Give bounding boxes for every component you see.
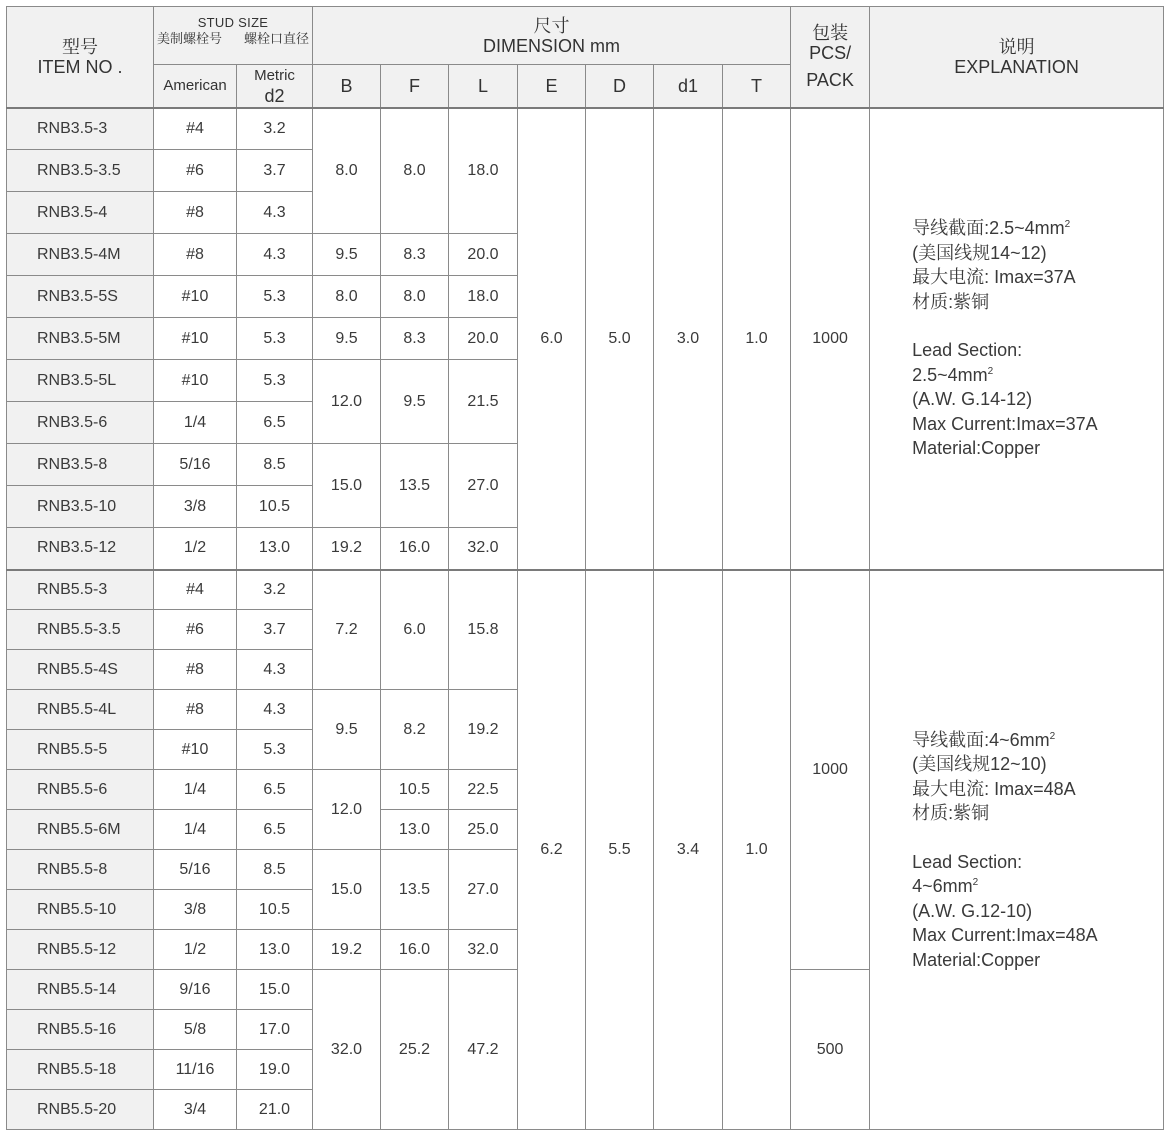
e-cell: 6.0 xyxy=(518,108,586,570)
item-no-cell: RNB5.5-18 xyxy=(7,1050,154,1090)
metric-cell: 13.0 xyxy=(237,930,313,970)
l-cell: 47.2 xyxy=(449,970,518,1130)
b-cell: 9.5 xyxy=(313,318,381,360)
b-cell: 9.5 xyxy=(313,690,381,770)
metric-cell: 3.2 xyxy=(237,570,313,610)
b-cell: 19.2 xyxy=(313,528,381,570)
metric-cell: 6.5 xyxy=(237,402,313,444)
american-cell: #8 xyxy=(154,234,237,276)
explanation-line: 最大电流: Imax=37A xyxy=(912,267,1076,288)
metric-cell: 3.7 xyxy=(237,150,313,192)
col-b-header: B xyxy=(313,65,381,108)
l-cell: 15.8 xyxy=(449,570,518,690)
metric-cell: 5.3 xyxy=(237,360,313,402)
item-header-en: ITEM NO . xyxy=(37,56,123,77)
american-cell: 5/16 xyxy=(154,850,237,890)
b-cell: 12.0 xyxy=(313,360,381,444)
american-cell: #10 xyxy=(154,318,237,360)
metric-cell: 6.5 xyxy=(237,810,313,850)
b-cell: 19.2 xyxy=(313,930,381,970)
table-row xyxy=(7,570,1164,610)
metric-cell: 10.5 xyxy=(237,486,313,528)
explanation-line: (美国线规12~10) xyxy=(912,754,1047,774)
item-no-cell: RNB5.5-14 xyxy=(7,970,154,1010)
explanation-line: Material:Copper xyxy=(912,438,1041,459)
american-cell: 1/2 xyxy=(154,528,237,570)
l-cell: 20.0 xyxy=(449,234,518,276)
e-cell: 6.2 xyxy=(518,570,586,1130)
item-no-cell: RNB5.5-4L xyxy=(7,690,154,730)
explanation-line: 导线截面$:2.5\sim 4mm^2$ xyxy=(912,218,1071,239)
item-header-cn: 型号 xyxy=(62,36,98,57)
american-cell: #10 xyxy=(154,360,237,402)
metric-cell: 17.0 xyxy=(237,1010,313,1050)
b-cell: 8.0 xyxy=(313,276,381,318)
explanation-line: $2.5\sim 4mm^2$ xyxy=(912,364,994,385)
explanation-line: Max Current:Imax=48A xyxy=(912,925,1098,945)
metric-cell: 5.3 xyxy=(237,318,313,360)
stud-metric-cn: 螺栓口直径 xyxy=(243,31,309,46)
american-cell: #8 xyxy=(154,690,237,730)
metric-cell: 5.3 xyxy=(237,276,313,318)
col-d1-header: d1 xyxy=(654,65,723,108)
pack-cell: 1000 xyxy=(791,108,870,570)
stud-american-cn: 美制螺栓号 xyxy=(157,31,223,46)
american-cell: #10 xyxy=(154,730,237,770)
f-cell: 13.5 xyxy=(381,850,449,930)
item-no-header xyxy=(7,7,154,108)
b-cell: 15.0 xyxy=(313,444,381,528)
b-cell: 7.2 xyxy=(313,570,381,690)
l-cell: 27.0 xyxy=(449,444,518,528)
d-cell: 5.5 xyxy=(586,570,654,1130)
metric-cell: 6.5 xyxy=(237,770,313,810)
item-no-cell: RNB5.5-16 xyxy=(7,1010,154,1050)
header-row-1 xyxy=(7,7,1164,65)
pack-header xyxy=(791,7,870,108)
american-cell: 1/2 xyxy=(154,930,237,970)
item-no-cell: RNB5.5-12 xyxy=(7,930,154,970)
american-cell: #10 xyxy=(154,276,237,318)
metric-cell: 3.2 xyxy=(237,108,313,150)
metric-header-d2: d2 xyxy=(264,85,285,106)
american-cell: 9/16 xyxy=(154,970,237,1010)
f-cell: 8.0 xyxy=(381,108,449,234)
american-cell: #4 xyxy=(154,108,237,150)
l-cell: 19.2 xyxy=(449,690,518,770)
item-no-cell: RNB5.5-4S xyxy=(7,650,154,690)
table-row xyxy=(7,108,1164,150)
explanation-line: (A.W. G.14-12) xyxy=(912,389,1033,410)
explanation-line: Max Current:Imax=37A xyxy=(912,413,1098,434)
l-cell: 22.5 xyxy=(449,770,518,810)
explanation-line: Lead Section: xyxy=(912,340,1023,361)
explanation-line: 材质:紫铜 xyxy=(912,803,990,823)
dimension-cn: 尺寸 xyxy=(533,15,570,36)
f-cell: 13.5 xyxy=(381,444,449,528)
metric-header xyxy=(237,65,313,108)
metric-header-label: Metric xyxy=(254,66,295,84)
american-cell: #4 xyxy=(154,570,237,610)
pack-cell: 500 xyxy=(791,970,870,1130)
f-cell: 16.0 xyxy=(381,528,449,570)
l-cell: 20.0 xyxy=(449,318,518,360)
b-cell: 12.0 xyxy=(313,770,381,850)
item-no-cell: RNB3.5-4M xyxy=(7,234,154,276)
d1-cell: 3.4 xyxy=(654,570,723,1130)
american-cell: #8 xyxy=(154,650,237,690)
metric-cell: 4.3 xyxy=(237,192,313,234)
explanation-line: 最大电流: Imax=48A xyxy=(912,778,1076,799)
f-cell: 8.3 xyxy=(381,234,449,276)
american-cell: 5/8 xyxy=(154,1010,237,1050)
b-cell: 32.0 xyxy=(313,970,381,1130)
col-l-header: L xyxy=(449,65,518,108)
terminal-spec-table xyxy=(6,6,1164,1130)
explanation-line: Material:Copper xyxy=(912,949,1041,970)
metric-cell: 4.3 xyxy=(237,234,313,276)
explanation-line: 导线截面$:4\sim 6mm^2$ xyxy=(912,729,1056,750)
f-cell: 9.5 xyxy=(381,360,449,444)
pack-en-1: PCS/ xyxy=(809,43,852,64)
metric-cell: 19.0 xyxy=(237,1050,313,1090)
explanation-cn: 说明 xyxy=(998,37,1035,57)
pack-cell: 1000 xyxy=(791,570,870,970)
d-cell: 5.0 xyxy=(586,108,654,570)
american-cell: 3/8 xyxy=(154,486,237,528)
table-header xyxy=(7,7,1164,108)
item-no-cell: RNB3.5-4 xyxy=(7,192,154,234)
f-cell: 16.0 xyxy=(381,930,449,970)
col-e-header: E xyxy=(518,65,586,108)
explanation-line: 材质:紫铜 xyxy=(912,291,990,312)
metric-cell: 3.7 xyxy=(237,610,313,650)
explanation-header xyxy=(870,7,1164,108)
item-no-cell: RNB3.5-8 xyxy=(7,444,154,486)
explanation-en: EXPLANATION xyxy=(954,57,1079,77)
american-cell: #6 xyxy=(154,610,237,650)
l-cell: 32.0 xyxy=(449,930,518,970)
l-cell: 25.0 xyxy=(449,810,518,850)
l-cell: 27.0 xyxy=(449,850,518,930)
item-no-cell: RNB5.5-6 xyxy=(7,770,154,810)
item-no-cell: RNB3.5-10 xyxy=(7,486,154,528)
american-cell: 3/4 xyxy=(154,1090,237,1130)
metric-cell: 15.0 xyxy=(237,970,313,1010)
american-cell: 1/4 xyxy=(154,770,237,810)
f-cell: 8.3 xyxy=(381,318,449,360)
explanation-line: (A.W. G.12-10) xyxy=(912,900,1033,921)
metric-cell: 8.5 xyxy=(237,444,313,486)
explanation-cell xyxy=(870,570,1164,1130)
metric-cell: 13.0 xyxy=(237,528,313,570)
dimension-en: DIMENSION mm xyxy=(483,35,621,56)
col-t-header: T xyxy=(723,65,791,108)
item-no-cell: RNB5.5-10 xyxy=(7,890,154,930)
explanation-line: $4\sim 6mm^2$ xyxy=(912,876,979,896)
col-f-header: F xyxy=(381,65,449,108)
l-cell: 32.0 xyxy=(449,528,518,570)
table-body xyxy=(7,108,1164,1130)
pack-en-2: PACK xyxy=(806,70,854,91)
l-cell: 21.5 xyxy=(449,360,518,444)
american-cell: 3/8 xyxy=(154,890,237,930)
metric-cell: 21.0 xyxy=(237,1090,313,1130)
metric-cell: 5.3 xyxy=(237,730,313,770)
item-no-cell: RNB3.5-3.5 xyxy=(7,150,154,192)
t-cell: 1.0 xyxy=(723,108,791,570)
stud-size-header xyxy=(154,7,313,65)
item-no-cell: RNB5.5-8 xyxy=(7,850,154,890)
l-cell: 18.0 xyxy=(449,108,518,234)
stud-size-en: STUD SIZE xyxy=(197,15,269,30)
item-no-cell: RNB3.5-12 xyxy=(7,528,154,570)
american-header: American xyxy=(154,65,237,108)
dimension-header xyxy=(313,7,791,65)
item-no-cell: RNB5.5-6M xyxy=(7,810,154,850)
metric-cell: 10.5 xyxy=(237,890,313,930)
d1-cell: 3.0 xyxy=(654,108,723,570)
item-no-cell: RNB5.5-3 xyxy=(7,570,154,610)
explanation-line: Lead Section: xyxy=(912,851,1023,872)
b-cell: 9.5 xyxy=(313,234,381,276)
f-cell: 13.0 xyxy=(381,810,449,850)
item-no-cell: RNB3.5-5M xyxy=(7,318,154,360)
f-cell: 8.0 xyxy=(381,276,449,318)
explanation-line: (美国线规14~12) xyxy=(912,242,1047,263)
pack-cn: 包装 xyxy=(812,23,849,44)
spec-sheet xyxy=(6,6,1163,1130)
american-cell: 5/16 xyxy=(154,444,237,486)
american-cell: #8 xyxy=(154,192,237,234)
item-no-cell: RNB5.5-5 xyxy=(7,730,154,770)
american-cell: 11/16 xyxy=(154,1050,237,1090)
f-cell: 25.2 xyxy=(381,970,449,1130)
f-cell: 10.5 xyxy=(381,770,449,810)
item-no-cell: RNB3.5-5L xyxy=(7,360,154,402)
item-no-cell: RNB3.5-3 xyxy=(7,108,154,150)
american-cell: #6 xyxy=(154,150,237,192)
american-cell: 1/4 xyxy=(154,810,237,850)
l-cell: 18.0 xyxy=(449,276,518,318)
f-cell: 6.0 xyxy=(381,570,449,690)
item-no-cell: RNB5.5-20 xyxy=(7,1090,154,1130)
item-no-cell: RNB3.5-5S xyxy=(7,276,154,318)
explanation-cell xyxy=(870,108,1164,570)
b-cell: 8.0 xyxy=(313,108,381,234)
col-d-header: D xyxy=(586,65,654,108)
american-cell: 1/4 xyxy=(154,402,237,444)
metric-cell: 4.3 xyxy=(237,650,313,690)
metric-cell: 4.3 xyxy=(237,690,313,730)
item-no-cell: RNB5.5-3.5 xyxy=(7,610,154,650)
t-cell: 1.0 xyxy=(723,570,791,1130)
item-no-cell: RNB3.5-6 xyxy=(7,402,154,444)
b-cell: 15.0 xyxy=(313,850,381,930)
f-cell: 8.2 xyxy=(381,690,449,770)
metric-cell: 8.5 xyxy=(237,850,313,890)
